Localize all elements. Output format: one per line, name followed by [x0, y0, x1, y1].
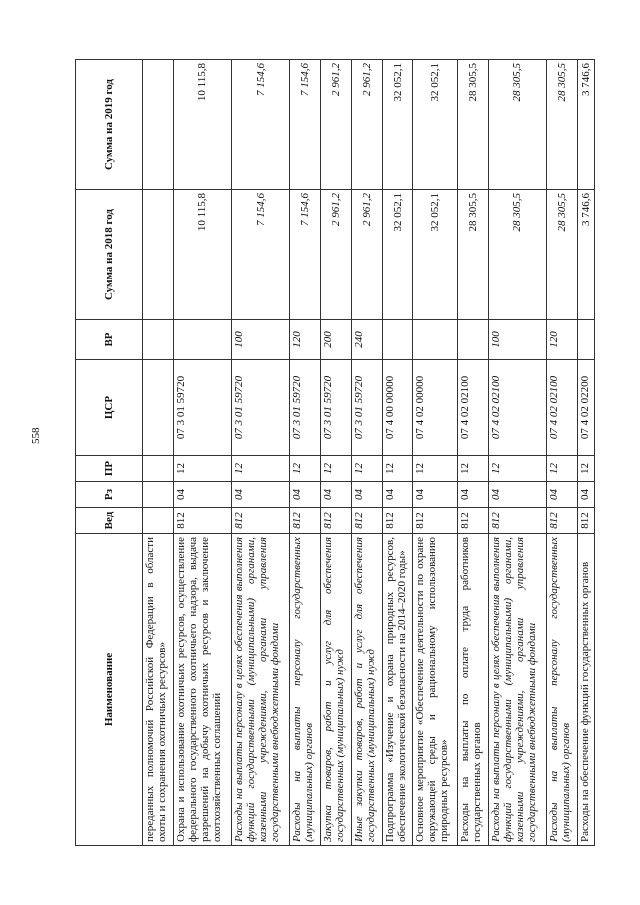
cell-vr: [173, 320, 231, 360]
cell-sum-2018: 28 305,5: [488, 190, 546, 320]
cell-rz: 04: [457, 482, 488, 508]
table-row: [488, 60, 546, 846]
cell-sum-2019: 28 305,5: [457, 60, 488, 190]
cell-ved: [143, 508, 174, 534]
cell-ved: 812: [546, 508, 577, 534]
cell-csr: 07 3 01 59720: [321, 360, 352, 456]
cell-rz: 04: [321, 482, 352, 508]
cell-sum-2018: 10 115,8: [173, 190, 231, 320]
cell-rz: 04: [577, 482, 594, 508]
cell-ved: 812: [488, 508, 546, 534]
cell-csr: 07 3 01 59720: [232, 360, 290, 456]
cell-sum-2018: 3 746,6: [577, 190, 594, 320]
cell-name: Расходы на обеспечение функций государственных органов: [577, 534, 594, 846]
cell-rz: 04: [382, 482, 413, 508]
cell-name: Подпрограмма «Изучение и охрана природных ресурсов, обеспечение экологической безопасности на 2014–2020 годы»: [382, 534, 413, 846]
cell-pr: 12: [457, 456, 488, 482]
cell-sum-2019: 2 961,2: [351, 60, 382, 190]
table-row: [577, 60, 594, 846]
cell-rz: 04: [546, 482, 577, 508]
header-vr: ВР: [76, 320, 143, 360]
cell-name: Расходы на выплаты персоналу государственных (муниципальных) органов: [546, 534, 577, 846]
cell-sum-2019: 32 052,1: [382, 60, 413, 190]
cell-rz: 04: [488, 482, 546, 508]
cell-sum-2019: 32 052,1: [413, 60, 458, 190]
cell-pr: 12: [173, 456, 231, 482]
cell-csr: 07 4 02 00000: [413, 360, 458, 456]
header-name: Наименование: [76, 534, 143, 846]
table-header-row: [76, 60, 143, 846]
header-csr: ЦСР: [76, 360, 143, 456]
cell-sum-2018: 28 305,5: [457, 190, 488, 320]
cell-sum-2018: 2 961,2: [321, 190, 352, 320]
header-ved: Вед: [76, 508, 143, 534]
cell-pr: 12: [413, 456, 458, 482]
cell-sum-2019: 2 961,2: [321, 60, 352, 190]
cell-sum-2018: 32 052,1: [413, 190, 458, 320]
table-row: [290, 60, 321, 846]
cell-pr: 12: [290, 456, 321, 482]
cell-name: Иные закупки товаров, работ и услуг для обеспечения государственных (муниципальных) нужд: [351, 534, 382, 846]
cell-vr: [457, 320, 488, 360]
cell-csr: 07 4 02 02100: [546, 360, 577, 456]
cell-csr: 07 4 02 02100: [457, 360, 488, 456]
cell-sum-2018: 2 961,2: [351, 190, 382, 320]
cell-name: переданных полномочий Российской Федерации в области охоты и сохранения охотничьих ресурсов»: [143, 534, 174, 846]
table-row: [173, 60, 231, 846]
cell-ved: 812: [413, 508, 458, 534]
cell-vr: 100: [232, 320, 290, 360]
cell-sum-2019: 10 115,8: [173, 60, 231, 190]
cell-pr: 12: [577, 456, 594, 482]
cell-rz: 04: [232, 482, 290, 508]
table-row: [321, 60, 352, 846]
cell-ved: 812: [382, 508, 413, 534]
cell-sum-2018: 32 052,1: [382, 190, 413, 320]
cell-sum-2019: 7 154,6: [232, 60, 290, 190]
cell-name: Охрана и использование охотничьих ресурсов, осуществление федерального государственного охотничьего надзора, выдача разрешений на добычу охотничьих ресурсов и заключение охотхозяйственных соглашений: [173, 534, 231, 846]
table-row: [546, 60, 577, 846]
cell-rz: 04: [351, 482, 382, 508]
cell-name: Расходы на выплаты по оплате труда работников государственных органов: [457, 534, 488, 846]
cell-csr: 07 4 00 00000: [382, 360, 413, 456]
cell-name: Расходы на выплаты персоналу государственных (муниципальных) органов: [290, 534, 321, 846]
cell-csr: 07 4 02 02200: [577, 360, 594, 456]
cell-vr: 120: [546, 320, 577, 360]
header-pr: ПР: [76, 456, 143, 482]
cell-pr: [143, 456, 174, 482]
table-row: [232, 60, 290, 846]
cell-pr: 12: [321, 456, 352, 482]
table-row: [351, 60, 382, 846]
cell-csr: 07 4 02 02100: [488, 360, 546, 456]
cell-sum-2019: 3 746,6: [577, 60, 594, 190]
cell-rz: 04: [173, 482, 231, 508]
cell-sum-2018: 28 305,5: [546, 190, 577, 320]
table-row: [413, 60, 458, 846]
cell-sum-2018: 7 154,6: [232, 190, 290, 320]
cell-ved: 812: [232, 508, 290, 534]
cell-vr: 200: [321, 320, 352, 360]
cell-pr: 12: [382, 456, 413, 482]
cell-name: Расходы на выплаты персоналу в целях обеспечения выполнения функций государственными (муниципальными) органами, казенными учреждениями, органами управления государственными внебюджетными фондами: [488, 534, 546, 846]
cell-vr: 120: [290, 320, 321, 360]
cell-vr: 240: [351, 320, 382, 360]
cell-name: Основное мероприятие «Обеспечение деятельности по охране окружающей среды и рациональному использованию природных ресурсов»: [413, 534, 458, 846]
table-row: [382, 60, 413, 846]
cell-sum-2018: 7 154,6: [290, 190, 321, 320]
cell-pr: 12: [351, 456, 382, 482]
header-sum-2018: Сумма на 2018 год: [76, 190, 143, 320]
cell-csr: [143, 360, 174, 456]
page-number: 558: [30, 427, 42, 444]
cell-pr: 12: [232, 456, 290, 482]
cell-csr: 07 3 01 59720: [173, 360, 231, 456]
cell-sum-2019: 28 305,5: [546, 60, 577, 190]
table-body: [143, 60, 595, 846]
table-row: [457, 60, 488, 846]
cell-ved: 812: [321, 508, 352, 534]
cell-sum-2019: 7 154,6: [290, 60, 321, 190]
cell-rz: [143, 482, 174, 508]
cell-rz: 04: [290, 482, 321, 508]
budget-table-container: [75, 60, 595, 846]
cell-vr: [143, 320, 174, 360]
cell-csr: 07 3 01 59720: [351, 360, 382, 456]
cell-name: Расходы на выплаты персоналу в целях обеспечения выполнения функций государственными (муниципальными) органами, казенными учреждениями, органами управления государственными внебюджетными фондами: [232, 534, 290, 846]
cell-vr: [413, 320, 458, 360]
cell-vr: [577, 320, 594, 360]
cell-vr: [382, 320, 413, 360]
cell-ved: 812: [577, 508, 594, 534]
cell-vr: 100: [488, 320, 546, 360]
header-rz: Рз: [76, 482, 143, 508]
cell-ved: 812: [290, 508, 321, 534]
cell-pr: 12: [546, 456, 577, 482]
cell-rz: 04: [413, 482, 458, 508]
cell-sum-2019: [143, 60, 174, 190]
cell-sum-2018: [143, 190, 174, 320]
cell-sum-2019: 28 305,5: [488, 60, 546, 190]
table-row: [143, 60, 174, 846]
budget-table: [75, 59, 595, 846]
cell-ved: 812: [351, 508, 382, 534]
cell-pr: 12: [488, 456, 546, 482]
cell-ved: 812: [173, 508, 231, 534]
header-sum-2019: Сумма на 2019 год: [76, 60, 143, 190]
cell-csr: 07 3 01 59720: [290, 360, 321, 456]
cell-name: Закупка товаров, работ и услуг для обеспечения государственных (муниципальных) нужд: [321, 534, 352, 846]
cell-ved: 812: [457, 508, 488, 534]
